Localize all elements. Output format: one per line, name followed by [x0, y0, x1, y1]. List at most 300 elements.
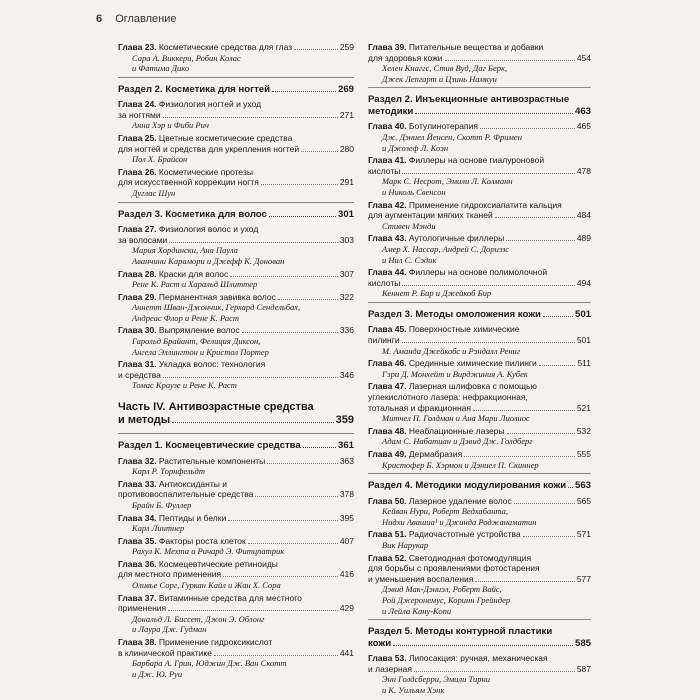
toc-entry — [118, 167, 354, 199]
toc-entry — [368, 653, 591, 695]
authors: Мария Хордински, Ана Паула — [132, 245, 238, 256]
authors: Гарольд Брайант, Фелиция Диксон, — [132, 336, 261, 347]
chapter-title-text: Питательные вещества и добавки — [408, 42, 544, 52]
title-row — [368, 664, 591, 675]
chapter-number: Глава 44. — [368, 267, 407, 278]
page-ref: 521 — [576, 402, 591, 413]
title-line — [368, 335, 400, 346]
page-ref: 291 — [339, 177, 354, 188]
chapter-title-text: Липосакция: ручная, механическая — [408, 653, 548, 664]
toc-entry — [368, 553, 591, 617]
title-text: для искусственной коррекции ногтя — [118, 177, 259, 188]
toc-entry — [368, 358, 591, 379]
page-ref: 307 — [339, 268, 354, 279]
toc-entry — [368, 496, 591, 528]
authors: Кейван Нури, Роберт Ведхабанта, — [382, 506, 509, 517]
title-text: Раздел 3. Методы омоложения кожи — [368, 308, 541, 320]
toc-entry — [368, 267, 591, 299]
leader-dots — [402, 342, 575, 343]
authors: Аванчини Карамори и Джефф К. Донован — [132, 255, 285, 266]
title-line — [118, 479, 354, 490]
title-text: кислоты — [368, 165, 401, 176]
title-row — [118, 144, 354, 155]
title-line — [368, 210, 493, 221]
leader-dots — [172, 422, 334, 423]
page-ref: 463 — [574, 105, 591, 117]
title-row — [118, 84, 354, 96]
title-line — [368, 381, 591, 392]
page-ref: 555 — [576, 448, 591, 459]
leader-dots — [163, 377, 338, 378]
title-text: Раздел 4. Методики модулирования кожи — [368, 480, 567, 492]
title-line — [368, 403, 471, 414]
page-ref: 571 — [576, 529, 591, 540]
title-row — [118, 603, 354, 614]
chapter-number: Глава 37. — [118, 592, 157, 603]
chapter-number: Глава 52. — [368, 552, 407, 563]
authors: Рене К. Раст и Харальд Шлиттер — [132, 279, 258, 290]
title-row — [368, 426, 591, 437]
leader-dots — [402, 173, 574, 174]
chapter-title-text: Пептиды и белки — [158, 512, 227, 523]
toc-entry — [368, 529, 591, 550]
page-ref: 585 — [574, 637, 591, 649]
title-row — [368, 166, 591, 177]
toc-entry — [368, 42, 591, 84]
chapter-title-text: Филлеры на основе гиалуроновой — [408, 155, 545, 166]
chapter-number: Глава 38. — [118, 637, 157, 648]
toc-entry — [368, 155, 591, 197]
title-row — [118, 513, 354, 524]
page-ref: 301 — [337, 208, 354, 220]
leader-dots — [169, 242, 338, 243]
title-text: за ногтями — [118, 109, 161, 120]
title-text: методики — [368, 105, 414, 117]
title-line — [118, 593, 354, 604]
title-row — [368, 480, 591, 492]
chapter-number: Глава 46. — [368, 358, 407, 369]
part-heading — [118, 401, 354, 427]
title-line — [368, 653, 591, 664]
title-text: для ногтей и средства для укрепления ногтей — [118, 143, 300, 154]
chapter-title-text: Аутологичные филлеры — [408, 233, 505, 244]
leader-dots — [506, 240, 575, 241]
page-ref: 454 — [576, 52, 591, 63]
title-line — [118, 559, 354, 570]
title-row — [368, 358, 591, 369]
title-text: для аугментации мягких тканей — [368, 210, 493, 221]
page-ref: 478 — [576, 165, 591, 176]
title-row — [368, 233, 591, 244]
title-text: Раздел 1. Космецевтические средства — [118, 440, 301, 452]
title-row — [368, 529, 591, 540]
page-ref: 489 — [576, 233, 591, 244]
chapter-number: Глава 35. — [118, 535, 157, 546]
title-line — [368, 529, 521, 540]
authors: Томас Краузе и Рене К. Раст — [132, 380, 237, 391]
page-ref: 532 — [576, 425, 591, 436]
toc-entry — [118, 325, 354, 357]
authors: Андреас Флор и Рене К. Раст — [132, 312, 239, 323]
title-text: противовоспалительные средства — [118, 489, 254, 500]
section-divider — [368, 473, 591, 474]
title-text: и методы — [118, 414, 171, 427]
leader-dots — [163, 117, 338, 118]
section-heading — [368, 480, 591, 492]
chapter-title-text: Факторы роста клеток — [158, 535, 246, 546]
chapter-title-text: Неаблационные лазеры — [408, 425, 505, 436]
title-line — [368, 626, 591, 638]
authors: и Дж. Ю. Руи — [132, 668, 183, 679]
title-row — [368, 335, 591, 346]
title-line — [118, 42, 292, 53]
section-heading — [118, 209, 354, 221]
authors: Дж. Дэниел Йенсен, Скотт Р. Фримен — [382, 131, 522, 142]
toc-entry — [118, 593, 354, 635]
page-ref: 363 — [339, 455, 354, 466]
toc-entry — [118, 292, 354, 324]
chapter-number: Глава 33. — [118, 478, 157, 489]
toc-entry — [118, 359, 354, 391]
authors: Сара А. Виккери, Робин Колас — [132, 52, 241, 63]
authors: Карл Р. Торнфельдт — [132, 466, 205, 477]
chapter-number: Глава 28. — [118, 268, 157, 279]
page-ref: 346 — [339, 369, 354, 380]
title-line — [368, 53, 443, 64]
leader-dots — [402, 285, 574, 286]
title-text: углекислотного лазера: нефракционная, — [368, 391, 528, 402]
title-line — [118, 414, 170, 427]
leader-dots — [543, 316, 573, 317]
title-row — [118, 177, 354, 188]
title-row — [368, 278, 591, 289]
leader-dots — [230, 276, 338, 277]
title-row — [118, 569, 354, 580]
title-line — [118, 292, 276, 303]
title-line — [368, 155, 591, 166]
title-line — [118, 401, 354, 414]
title-text: кислоты — [368, 277, 401, 288]
chapter-number: Глава 43. — [368, 233, 407, 244]
leader-dots — [514, 503, 575, 504]
title-line — [118, 569, 221, 580]
chapter-number: Глава 31. — [118, 359, 157, 370]
chapter-title-text: Выпрямление волос — [158, 325, 240, 336]
leader-dots — [267, 463, 338, 464]
chapter-title-text: Витаминные средства для местного — [158, 592, 302, 603]
leader-dots — [568, 487, 573, 488]
title-row — [368, 449, 591, 460]
title-row — [118, 440, 354, 452]
title-line — [368, 233, 504, 244]
chapter-number: Глава 47. — [368, 381, 407, 392]
section-heading — [118, 84, 354, 96]
title-line — [368, 574, 473, 585]
chapter-number: Глава 40. — [368, 121, 407, 132]
chapter-title-text: Светодиодная фотомодуляция — [408, 552, 532, 563]
title-line — [118, 84, 270, 96]
chapter-number: Глава 45. — [368, 324, 407, 335]
title-row — [118, 648, 354, 659]
leader-dots — [495, 217, 575, 218]
title-text: пилинги — [368, 334, 400, 345]
title-line — [118, 440, 301, 452]
chapter-title-text: Радиочастотные устройства — [408, 529, 521, 540]
toc-entry — [368, 233, 591, 265]
section-heading — [368, 94, 591, 117]
title-line — [118, 209, 267, 221]
chapter-number: Глава 50. — [368, 495, 407, 506]
title-row — [118, 456, 354, 467]
page-ref: 359 — [335, 414, 354, 427]
title-line — [118, 110, 161, 121]
page-ref: 361 — [337, 440, 354, 452]
page-ref: 563 — [574, 480, 591, 492]
title-text: кожи — [368, 637, 392, 649]
authors: Рахул К. Мехта и Ричард Э. Фитцпатрик — [132, 546, 285, 557]
chapter-title-text: Поверхностные химические — [408, 324, 520, 335]
toc-entry — [368, 381, 591, 423]
title-line — [118, 224, 354, 235]
authors: Хелен Кнаггс, Стив Вуд, Даг Берк, — [382, 63, 508, 74]
authors: и Нил С. Сэдик — [382, 254, 437, 265]
chapter-title-text: Применение гидроксикислот — [158, 637, 273, 648]
page-ref: 395 — [339, 512, 354, 523]
leader-dots — [223, 576, 338, 577]
title-text: Раздел 2. Инъекционные антивозрастные — [368, 94, 570, 106]
authors: Дуглас Шун — [132, 188, 176, 199]
section-divider — [368, 87, 591, 88]
toc-entry — [118, 133, 354, 165]
leader-dots — [507, 433, 575, 434]
title-line — [368, 278, 400, 289]
chapter-number: Глава 30. — [118, 325, 157, 336]
title-line — [118, 637, 354, 648]
chapter-number: Глава 26. — [118, 166, 157, 177]
title-line — [368, 480, 566, 492]
leader-dots — [539, 365, 576, 366]
title-line — [368, 426, 505, 437]
leader-dots — [523, 536, 575, 537]
authors: Гэри Д. Монхейт и Вирджиния А. Кубек — [382, 368, 528, 379]
section-heading — [118, 440, 354, 452]
authors: Вик Нарукар — [382, 539, 429, 550]
title-line — [368, 309, 541, 321]
title-line — [118, 456, 265, 467]
chapter-title-text: Косметические средства для глаз — [158, 42, 293, 52]
title-row — [118, 269, 354, 280]
title-line — [368, 324, 591, 335]
title-line — [118, 133, 354, 144]
authors: Дэвид Мак-Дэниэл, Роберт Вайс, — [382, 584, 502, 595]
toc-entry — [118, 479, 354, 511]
leader-dots — [168, 610, 338, 611]
title-line — [368, 358, 537, 369]
chapter-title-text: Антиоксиданты и — [158, 478, 227, 489]
title-line — [368, 94, 591, 106]
title-text: в клинической практике — [118, 647, 212, 658]
authors: Нидхи Авашиа¹ и Джинда Роджанаматин — [382, 516, 537, 527]
chapter-title-text: Применение гидроксиапатита кальция — [408, 199, 562, 210]
authors: Аннетт Шван-Джончик, Герхард Сендельбах, — [132, 302, 301, 313]
authors: Рой Джеронемус, Коринн Грейндер — [382, 594, 511, 605]
leader-dots — [475, 581, 574, 582]
toc-entry — [118, 99, 354, 131]
title-row — [118, 235, 354, 246]
page-header — [96, 13, 177, 25]
title-line — [118, 603, 166, 614]
section-heading — [368, 309, 591, 321]
leader-dots — [269, 216, 336, 217]
page-ref: 429 — [339, 603, 354, 614]
authors: и Лейла Кану-Копи — [382, 605, 452, 616]
toc-entry — [368, 121, 591, 153]
title-line — [118, 235, 167, 246]
title-line — [368, 267, 591, 278]
section-divider — [368, 302, 591, 303]
title-line — [118, 489, 253, 500]
page-ref: 259 — [339, 42, 354, 52]
chapter-title-text: Филлеры на основе полимолочной — [408, 267, 548, 278]
title-row — [118, 42, 354, 53]
toc-entry — [368, 324, 591, 356]
chapter-number: Глава 48. — [368, 425, 407, 436]
leader-dots — [255, 496, 337, 497]
leader-dots — [248, 543, 338, 544]
title-line — [368, 121, 478, 132]
chapter-number: Глава 27. — [118, 224, 157, 235]
chapter-number: Глава 39. — [368, 42, 407, 52]
title-text: Раздел 5. Методы контурной пластики — [368, 626, 553, 638]
chapter-title-text: Лазерная шлифовка с помощью — [408, 381, 537, 392]
page-ref: 501 — [576, 334, 591, 345]
authors: и Николь Свенсон — [382, 186, 446, 197]
title-text: и уменьшения воспаления — [368, 573, 474, 584]
authors: Брайн Б. Фуллер — [132, 499, 192, 510]
title-line — [118, 177, 259, 188]
title-line — [368, 106, 413, 118]
chapter-title-text: Космецевтические ретиноиды — [158, 558, 278, 569]
chapter-number: Глава 29. — [118, 291, 157, 302]
chapter-number: Глава 51. — [368, 529, 407, 540]
toc-entry — [368, 449, 591, 470]
title-text: и средства — [118, 369, 161, 380]
title-line — [368, 553, 591, 564]
chapter-number: Глава 23. — [118, 42, 157, 52]
section-divider — [118, 77, 354, 78]
page-ref: 280 — [339, 143, 354, 154]
authors: Кристофер Б. Хэрмон и Дэниел П. Скиннер — [382, 459, 539, 470]
toc-entry — [118, 513, 354, 534]
leader-dots — [415, 113, 573, 114]
toc-entry — [368, 426, 591, 447]
page-ref: 484 — [576, 210, 591, 221]
title-row — [118, 325, 354, 336]
toc-entry — [118, 42, 354, 74]
leader-dots — [301, 151, 338, 152]
title-text: Раздел 3. Косметика для волос — [118, 208, 267, 220]
chapter-title-text: Физиология ногтей и уход — [158, 99, 262, 110]
chapter-title-text: Растительные компоненты — [158, 455, 266, 466]
page-title: Оглавление — [115, 13, 177, 25]
title-line — [368, 638, 391, 650]
page-ref: 577 — [576, 573, 591, 584]
leader-dots — [464, 456, 575, 457]
toc-entry — [118, 269, 354, 290]
chapter-number: Глава 41. — [368, 155, 407, 166]
leader-dots — [303, 447, 336, 448]
authors: Анна Хэр и Фиби Рич — [132, 120, 209, 131]
authors: Кеннет Р. Бир и Джейкоб Бир — [382, 288, 492, 299]
page-ref: 511 — [577, 358, 591, 369]
toc-entry — [118, 224, 354, 266]
page-ref: 501 — [574, 308, 591, 320]
title-line — [118, 370, 161, 381]
authors: Карл Линтнер — [132, 523, 185, 534]
title-line — [118, 144, 299, 155]
chapter-number: Глава 24. — [118, 99, 157, 110]
title-text: для здоровья кожи — [368, 52, 443, 63]
authors: Марк С. Несрот, Эмили Л. Колманн — [382, 176, 513, 187]
authors: и К. Уильям Хэнк — [382, 684, 445, 695]
leader-dots — [242, 332, 338, 333]
authors: и Джозеф Л. Коэн — [382, 142, 449, 153]
title-line — [368, 563, 591, 574]
chapter-title-text: Лазерное удаление волос — [408, 495, 512, 506]
authors: и Фатима Дико — [132, 63, 190, 74]
toc-entry — [118, 559, 354, 591]
leader-dots — [480, 128, 575, 129]
title-line — [368, 42, 591, 53]
leader-dots — [473, 410, 575, 411]
title-row — [118, 489, 354, 500]
title-line — [368, 392, 591, 403]
title-text: за волосами — [118, 234, 168, 245]
toc-entry — [118, 536, 354, 557]
title-line — [368, 200, 591, 211]
authors: Энн Голдсберри, Эмили Тирни — [382, 674, 490, 685]
title-row — [118, 370, 354, 381]
chapter-title-text: Укладка волос: технология — [158, 359, 266, 370]
authors: Джек Лепгарт и Цзинь Намкун — [382, 73, 497, 84]
authors: Митчел П. Голдман и Ана Мари Лиолиос — [382, 413, 530, 424]
authors: Стивен Мэнди — [382, 220, 436, 231]
title-row — [118, 292, 354, 303]
page-ref: 269 — [337, 83, 354, 95]
page-ref: 441 — [339, 647, 354, 658]
title-row — [118, 414, 354, 427]
leader-dots — [228, 520, 338, 521]
title-text: Часть IV. Антивозрастные средства — [118, 401, 314, 414]
title-line — [118, 513, 226, 524]
title-text: для местного применения — [118, 569, 222, 580]
toc-column-right — [368, 42, 591, 698]
toc-entry — [118, 637, 354, 679]
chapter-title-text: Косметические протезы — [158, 166, 253, 177]
title-line — [118, 269, 228, 280]
title-row — [368, 496, 591, 507]
chapter-number: Глава 53. — [368, 653, 407, 664]
page-ref: 494 — [576, 277, 591, 288]
page-ref: 416 — [339, 569, 354, 580]
page-ref: 587 — [576, 663, 591, 674]
leader-dots — [272, 91, 336, 92]
page-ref: 565 — [576, 495, 591, 506]
title-line — [118, 648, 212, 659]
chapter-title-text: Физиология волос и уход — [158, 224, 259, 235]
title-row — [368, 121, 591, 132]
title-row — [368, 309, 591, 321]
